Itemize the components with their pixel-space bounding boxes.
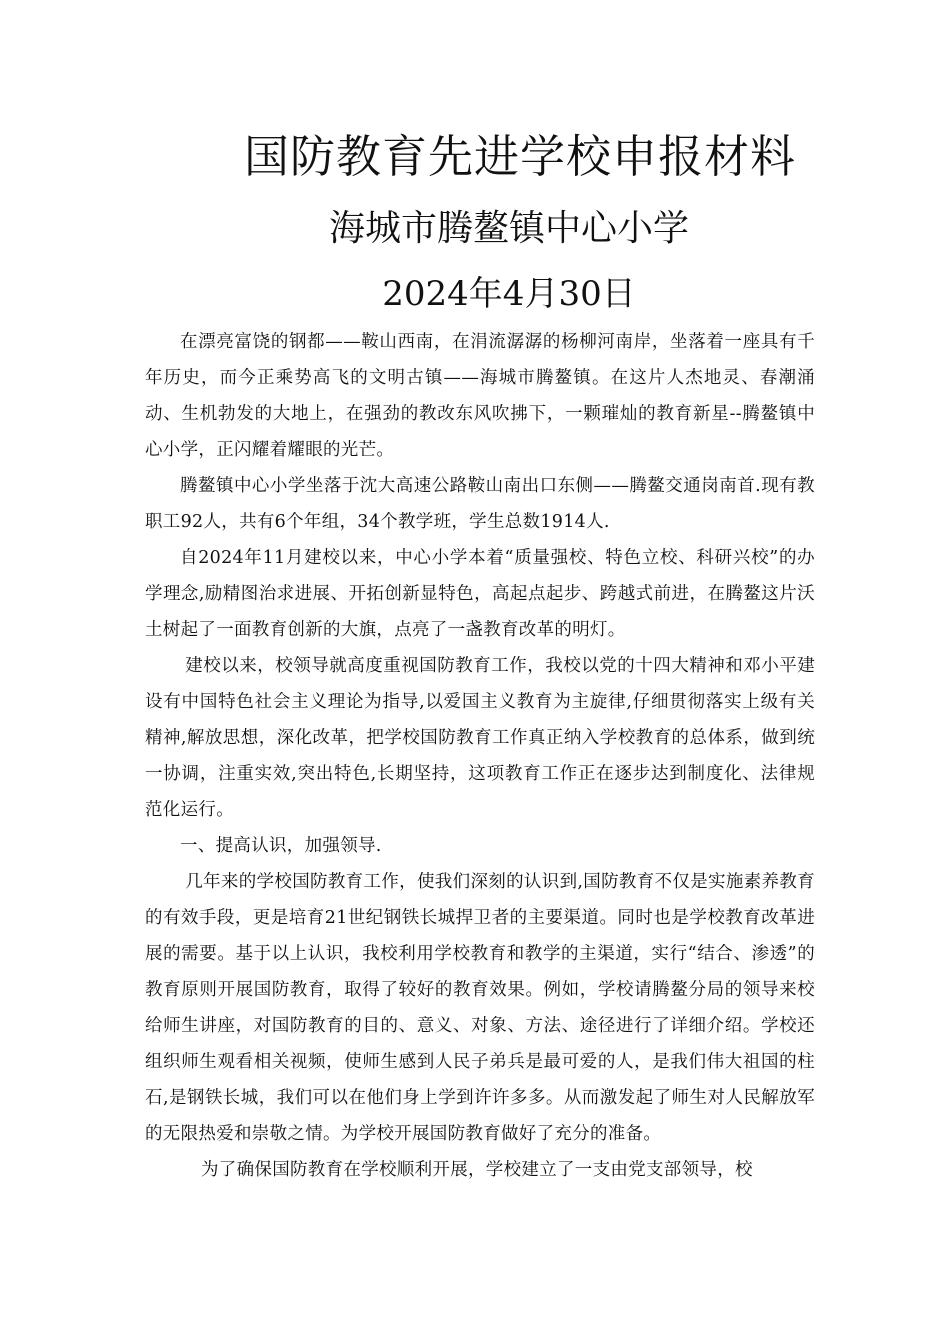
paragraph-leadership: 建校以来，校领导就高度重视国防教育工作，我校以党的十四大精神和邓小平建设有中国特色社会主义理论为指导,以爱国主义教育为主旋律,仔细贯彻落实上级有关精神,解放思想，深化改革，把学校国防教育工作真正纳入学校教育的总体系，做到统一协调，注重实效,突出特色,长期坚持，这项教育工作正在逐步达到制度化、法律规范化运行。 <box>145 656 815 820</box>
paragraph-location: 腾鳌镇中心小学坐落于沈大高速公路鞍山南出口东侧——腾鳌交通岗南首.现有教职工92人，共有6个年组，34个教学班，学生总数1914人. <box>145 476 815 532</box>
paragraph-intro: 在漂亮富饶的钢都——鞍山西南，在涓流潺潺的杨柳河南岸，坐落着一座具有千年历史，而今正乘势高飞的文明古镇——海城市腾鳌镇。在这片人杰地灵、春潮涌动、生机勃发的大地上，在强劲的教改东风吹拂下，一颗璀灿的教育新星--腾鳌镇中心小学，正闪耀着耀眼的光芒。 <box>145 332 815 460</box>
paragraph-organization: 为了确保国防教育在学校顺利开展，学校建立了一支由党支部领导，校 <box>201 1160 753 1180</box>
paragraph-awareness: 几年来的学校国防教育工作，使我们深刻的认识到,国防教育不仅是实施素养教育的有效手段，更是培育21世纪钢铁长城捍卫者的主要渠道。同时也是学校教育改革进展的需要。基于以上认识，我校利用学校教育和教学的主渠道，实行“结合、渗透”的教育原则开展国防教育，取得了较好的教育效果。例如，学校请腾鳌分局的领导来校给师生讲座，对国防教育的目的、意义、对象、方法、途径进行了详细介绍。学校还组织师生观看相关视频，使师生感到人民子弟兵是最可爱的人，是我们伟大祖国的柱石,是钢铁长城，我们可以在他们身上学到许许多多。从而激发起了师生对人民解放军的无限热爱和崇敬之情。为学校开展国防教育做好了充分的准备。 <box>145 872 815 1144</box>
document-date: 2024年4月30日 <box>382 274 636 314</box>
paragraph-founding: 自2024年11月建校以来，中心小学本着“质量强校、特色立校、科研兴校”的办学理念,励精图治求进展、开拓创新显特色，高起点起步、跨越式前进，在腾鳌这片沃土树起了一面教育创新的大旗，点亮了一盏教育改革的明灯。 <box>145 548 815 640</box>
school-name: 海城市腾鳌镇中心小学 <box>328 208 689 249</box>
document-body <box>145 324 815 1188</box>
document-title: 国防教育先进学校申报材料 <box>243 130 796 183</box>
section-heading-1: 一、提高认识，加强领导. <box>180 836 382 856</box>
